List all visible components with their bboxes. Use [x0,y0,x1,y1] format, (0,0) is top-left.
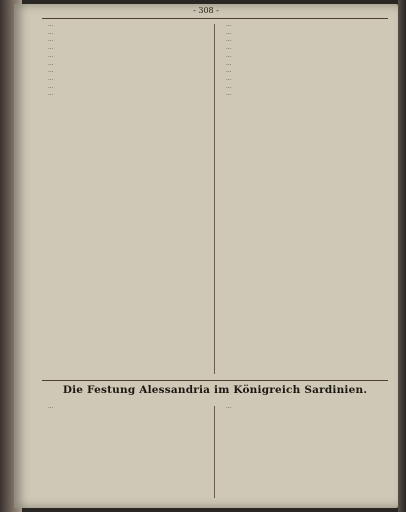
bottom-left-column [42,404,210,500]
paragraph: … [48,91,54,98]
paragraph: … [48,45,54,52]
paragraph: … [48,37,54,44]
paragraph: … [226,60,232,67]
paragraph: … [226,37,232,44]
page-number: - 308 - [193,6,219,15]
paragraph: … [226,91,232,98]
document-page [14,4,398,508]
paragraph: … [48,404,54,410]
paragraph: … [226,404,232,410]
paragraph: … [48,83,54,90]
paragraph: … [226,22,232,28]
section-title: Die Festung Alessandria im Königreich Sardinien. [62,384,368,396]
top-left-column [42,22,210,374]
column-divider [214,24,215,374]
paragraph: … [48,60,54,67]
bottom-right-column [220,404,388,500]
page-edge-shadow [398,0,406,512]
header-rule [42,18,388,19]
top-right-column [220,22,388,374]
paragraph: … [48,29,54,36]
paragraph: … [226,29,232,36]
column-divider [214,406,215,498]
paragraph: … [226,45,232,52]
paragraph: … [226,75,232,82]
paragraph: … [226,52,232,59]
paragraph: … [48,52,54,59]
paragraph: … [226,83,232,90]
paragraph: … [48,22,54,28]
paragraph: … [48,68,54,75]
paragraph: … [48,75,54,82]
section-rule [42,380,388,381]
paragraph: … [226,68,232,75]
